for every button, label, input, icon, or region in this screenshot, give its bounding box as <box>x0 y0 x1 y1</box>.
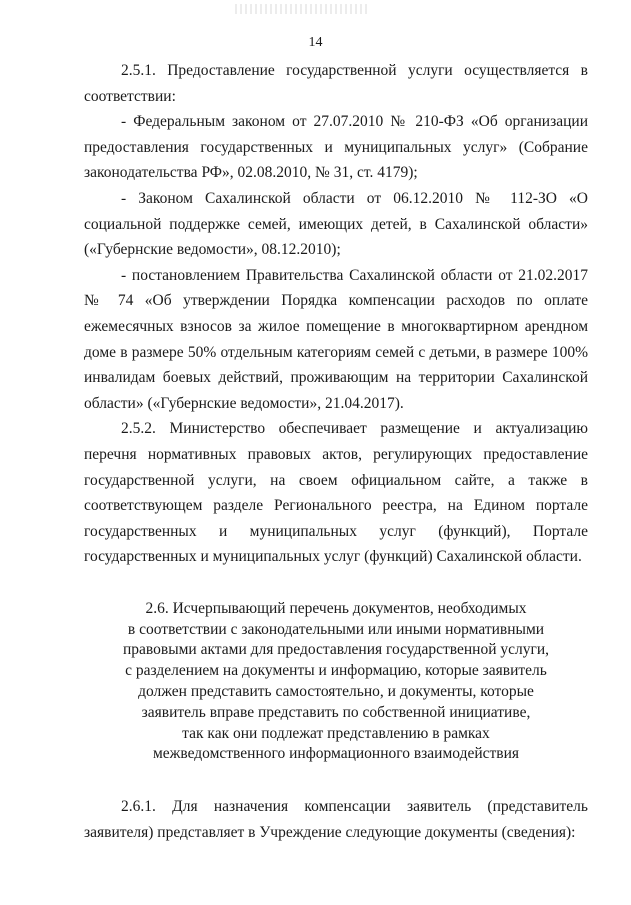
paragraph-government-resolution: - постановлением Правительства Сахалинской области от 21.02.2017 № 74 «Об утверждении Порядка компенсации расходов по оплате ежемесячных взносов за жилое помещение в многоквартирном арендном доме в размере 50% отдельным категориям семей с детьми, в размере 100% инвалидам боевых действий, проживающим на территории Сахалинской области» («Губернские ведомости», 21.04.2017). <box>84 266 588 412</box>
heading-line: в соответствии с законодательными или иными нормативными <box>127 620 545 638</box>
heading-line: заявитель вправе представить по собственной инициативе, <box>141 703 531 721</box>
paragraph-regional-law: - Законом Сахалинской области от 06.12.2010 № 112-ЗО «О социальной поддержке семей, имеющих детей, в Сахалинской области» («Губернские ведомости», 08.12.2010); <box>84 189 588 259</box>
document-body <box>84 58 588 845</box>
heading-line: правовыми актами для предоставления государственной услуги, <box>122 641 550 659</box>
heading-line: должен представить самостоятельно, и документы, которые <box>138 683 534 701</box>
heading-line: так как они подлежат представлению в рамках <box>182 724 490 742</box>
section-heading-2-6 <box>84 599 588 765</box>
paragraph-2-5-2: 2.5.2. Министерство обеспечивает размещение и актуализацию перечня нормативных правовых актов, регулирующих предоставление государственной услуги, на своем официальном сайте, а также в соответствующем разделе Регионального реестра, на Едином портале государственных и муниципальных услуг (функций), Портале государственных и муниципальных услуг (функций) Сахалинской области. <box>84 420 588 566</box>
paragraph-2-6-1: 2.6.1. Для назначения компенсации заявитель (представитель заявителя) представляет в Учреждение следующие документы (сведения): <box>84 798 588 841</box>
paragraph-2-5-1: 2.5.1. Предоставление государственной услуги осуществляется в соответствии: <box>84 62 588 105</box>
heading-line: межведомственного информационного взаимодействия <box>152 745 520 763</box>
scan-artifact <box>235 4 370 14</box>
paragraph-federal-law: - Федеральным законом от 27.07.2010 № 210-ФЗ «Об организации предоставления государственных и муниципальных услуг» (Собрание законодательства РФ», 02.08.2010, № 31, ст. 4179); <box>84 113 588 182</box>
heading-line: с разделением на документы и информацию, которые заявитель <box>125 662 547 680</box>
page-number: 14 <box>308 35 323 50</box>
heading-line: 2.6. Исчерпывающий перечень документов, необходимых <box>145 599 527 617</box>
